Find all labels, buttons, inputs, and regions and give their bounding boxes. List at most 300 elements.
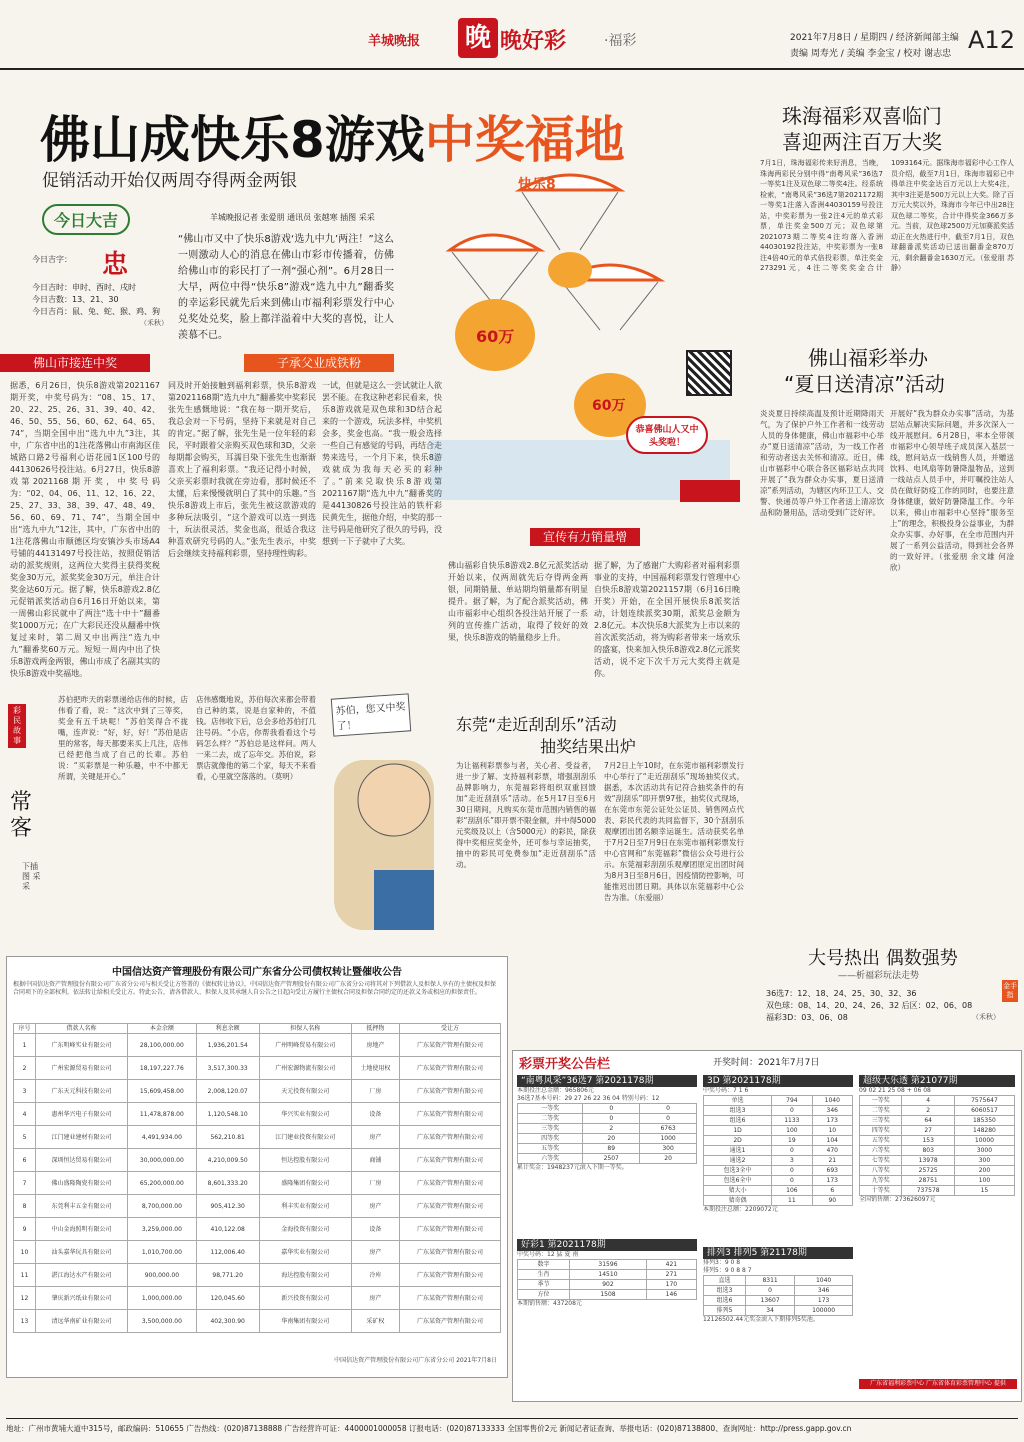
notice-row-cell: 设备 <box>351 1103 399 1126</box>
d3-row <box>704 1096 853 1106</box>
nanyue-row-cell: 六等奖 <box>518 1154 583 1164</box>
dlt-row <box>860 1156 1015 1166</box>
section-bar-3: 宣传有力销量增 <box>530 528 640 546</box>
notice-row-cell: 东莞利丰五金有限公司 <box>35 1195 127 1218</box>
summer-title-2: “夏日送清凉”活动 <box>784 372 945 396</box>
notice-row-cell: 广东某资产管理有限公司 <box>400 1195 501 1218</box>
notice-row-cell: 905,412.30 <box>196 1195 259 1218</box>
notice-row-cell: 410,122.08 <box>196 1218 259 1241</box>
dlt-row-cell: 737578 <box>902 1186 954 1196</box>
nanyue-row-cell: 二等奖 <box>518 1114 583 1124</box>
dongguan-title-1: 东莞“走近刮刮乐”活动 <box>456 715 617 734</box>
haocai-row-cell: 方位 <box>518 1290 570 1300</box>
d3-sales: 本期投注总额：2209072元 <box>703 1206 778 1213</box>
notice-header-row <box>14 1024 501 1034</box>
dlt-row <box>860 1136 1015 1146</box>
dlt-row-cell: 7575647 <box>954 1096 1014 1106</box>
notice-row-cell: 商铺 <box>351 1149 399 1172</box>
haocai-row-cell: 902 <box>570 1280 647 1290</box>
nanyue-row <box>518 1144 697 1154</box>
nanyue-row-cell: 20 <box>640 1154 697 1164</box>
dlt-row-cell: 2 <box>902 1106 954 1116</box>
notice-row-cell: 3 <box>14 1080 36 1103</box>
notice-row-cell: 利丰实业有限公司 <box>259 1195 351 1218</box>
d3-row-cell: 猜大小 <box>704 1186 772 1196</box>
lucky-line-0: 今日吉字： <box>32 255 72 264</box>
nanyue-row <box>518 1114 697 1124</box>
d3-row-cell: 组选6 <box>704 1116 772 1126</box>
notice-row-cell: 8 <box>14 1195 36 1218</box>
nanyue-row <box>518 1134 697 1144</box>
notice-row-cell: 10 <box>14 1241 36 1264</box>
haocai-sub: 中奖号码：12 猛 夏 南 <box>517 1251 579 1258</box>
story-title: 常客 <box>10 790 33 841</box>
d3-numbers: 中奖号码：7 1 6 <box>703 1087 749 1094</box>
notice-row-cell: 惠州华兴电子有限公司 <box>35 1103 127 1126</box>
notice-row <box>14 1149 501 1172</box>
d3-row-cell: 470 <box>812 1146 852 1156</box>
dlt-row-cell: 200 <box>954 1166 1014 1176</box>
notice-row-cell: 肇庆新兴纸业有限公司 <box>35 1287 127 1310</box>
notice-row-cell: 深圳恒达贸易有限公司 <box>35 1149 127 1172</box>
d3-row <box>704 1156 853 1166</box>
d3-block <box>703 1075 853 1214</box>
notice-row-cell: 房地产 <box>351 1034 399 1057</box>
notice-footer: 中国信达资产管理股份有限公司广东省分公司 2021年7月8日 <box>334 1357 497 1364</box>
haocai-row <box>518 1280 697 1290</box>
nanyue-row-cell: 一等奖 <box>518 1104 583 1114</box>
dlt-numbers: 09 02 21 25 08 + 06 08 <box>859 1087 931 1094</box>
lucky-line-2: 今日吉数：13、21、30 <box>32 295 119 304</box>
d3-row-cell: 90 <box>812 1196 852 1206</box>
notice-row-cell: 2,008,120.07 <box>196 1080 259 1103</box>
notice-row-cell: 广东某资产管理有限公司 <box>400 1287 501 1310</box>
dlt-row-cell: 3000 <box>954 1146 1014 1156</box>
notice-rows <box>14 1034 501 1333</box>
dlt-row-cell: 五等奖 <box>860 1136 902 1146</box>
d3-row-cell: 2D <box>704 1136 772 1146</box>
notice-title: 中国信达资产管理股份有限公司广东省分公司债权转让暨催收公告 <box>112 967 402 978</box>
pl-row <box>704 1296 853 1306</box>
d3-row-cell: 10 <box>812 1126 852 1136</box>
dlt-name: 超级大乐透 <box>863 1076 909 1086</box>
zhuhai-title-2: 喜迎两注百万大奖 <box>782 130 942 154</box>
dlt-row-cell: 148280 <box>954 1126 1014 1136</box>
editors-line: 责编 周寿光 / 美编 李金宝 / 校对 谢志忠 <box>790 49 952 59</box>
dlt-row-cell: 28751 <box>902 1176 954 1186</box>
notice-row-cell: 房产 <box>351 1287 399 1310</box>
notice-row-cell: 采矿权 <box>351 1310 399 1333</box>
lucky-source: （禾秋） <box>140 319 168 327</box>
dlt-row-cell: 四等奖 <box>860 1126 902 1136</box>
notice-row-cell: 广东某资产管理有限公司 <box>400 1126 501 1149</box>
pl-sales: 12126502.44元奖金滚入下期排列5奖池。 <box>703 1316 819 1323</box>
notice-col-header: 本金余额 <box>128 1024 197 1034</box>
dlt-header <box>859 1075 1015 1087</box>
d3-row <box>704 1126 853 1136</box>
d3-row-cell: 0 <box>772 1176 812 1186</box>
notice-row-cell: 广东某资产管理有限公司 <box>400 1057 501 1080</box>
nanyue-issue: 第2021178期 <box>595 1076 654 1086</box>
page-header <box>0 0 1024 70</box>
notice-row-cell: 30,000,000.00 <box>128 1149 197 1172</box>
d3-row-cell: 单选 <box>704 1096 772 1106</box>
haocai-table <box>517 1259 697 1300</box>
summer-title-1: 佛山福彩举办 <box>808 346 928 370</box>
dlt-row-cell: 一等奖 <box>860 1096 902 1106</box>
bignum-tag: 金手指 <box>1002 980 1018 1002</box>
pl-name: 排列3 排列5 <box>707 1248 758 1258</box>
haocai-row <box>518 1290 697 1300</box>
pl-row-cell: 组选3 <box>704 1286 746 1296</box>
pl3-numbers: 排列3：9 0 8 <box>703 1259 741 1266</box>
dlt-issue: 第21077期 <box>910 1076 958 1086</box>
notice-col-header: 担保人名称 <box>259 1024 351 1034</box>
dlt-row-cell: 十等奖 <box>860 1186 902 1196</box>
qr-code-icon <box>686 350 732 396</box>
dlt-row <box>860 1106 1015 1116</box>
notice-row-cell: 900,000.00 <box>128 1264 197 1287</box>
dlt-row-cell: 六等奖 <box>860 1146 902 1156</box>
notice-row-cell: 房产 <box>351 1195 399 1218</box>
notice-row <box>14 1172 501 1195</box>
notice-row-cell: 7 <box>14 1172 36 1195</box>
article-col-5: 据了解，为了感谢广大购彩者对福利彩票事业的支持，中国福利彩票发行管理中心自快乐8游戏第2021157期（6月16日晚开奖）开始，在全国开展快乐8派奖活动，计划连续派奖30期，派奖总金额为2.8亿元。本次快乐8大派奖为上市以来的首次派奖活动，将为购彩者带来一场欢乐的盛宴，快来加入快乐8游戏2.8亿元派奖活动，说不定下次千万元大奖得主就是你。 <box>594 561 740 678</box>
nanyue-row-cell: 2507 <box>583 1154 640 1164</box>
main-title-black: 佛山成快乐8游戏 <box>40 111 425 169</box>
nanyue-row-cell: 6763 <box>640 1124 697 1134</box>
notice-row-cell: 厂房 <box>351 1080 399 1103</box>
logo-text: 快乐8 <box>518 177 556 193</box>
d3-row-cell: 693 <box>812 1166 852 1176</box>
notice-row-cell: 广东明峰实业有限公司 <box>35 1034 127 1057</box>
nanyue-row-cell: 五等奖 <box>518 1144 583 1154</box>
d3-row-cell: 1133 <box>772 1116 812 1126</box>
notice-row-cell: 广东某资产管理有限公司 <box>400 1172 501 1195</box>
pl-row-cell: 直选 <box>704 1276 746 1286</box>
nanyue-row-cell: 1000 <box>640 1134 697 1144</box>
notice-row-cell: 广东某资产管理有限公司 <box>400 1034 501 1057</box>
story-author: 下插图 采采 <box>22 862 41 891</box>
dlt-front: 09 02 21 25 08 <box>859 1087 905 1094</box>
d3-row-cell: 104 <box>812 1136 852 1146</box>
notice-row-cell: 120,045.60 <box>196 1287 259 1310</box>
pl-row-cell: 13607 <box>745 1296 794 1306</box>
notice-table-grid <box>13 1023 501 1333</box>
notice-row-cell: 13 <box>14 1310 36 1333</box>
d3-row-cell: 0 <box>772 1146 812 1156</box>
lucky-line-1: 今日吉时：申时、酉时、戌时 <box>32 283 136 292</box>
notice-row-cell: 佛山盛隆陶瓷有限公司 <box>35 1172 127 1195</box>
d3-row-cell: 346 <box>812 1106 852 1116</box>
notice-row-cell: 房产 <box>351 1241 399 1264</box>
notice-row-cell: 广州宏源物流有限公司 <box>259 1057 351 1080</box>
notice-row-cell: 中山金海照明有限公司 <box>35 1218 127 1241</box>
notice-row-cell: 112,006.40 <box>196 1241 259 1264</box>
notice-row-cell: 广州宏源贸易有限公司 <box>35 1057 127 1080</box>
haocai-row <box>518 1260 697 1270</box>
notice-row-cell: 广州明峰贸易有限公司 <box>259 1034 351 1057</box>
d3-row-cell: 173 <box>812 1176 852 1186</box>
notice-row-cell: 广东天元科技有限公司 <box>35 1080 127 1103</box>
nanyue-header <box>517 1075 697 1087</box>
d3-row-cell: 1D <box>704 1126 772 1136</box>
d3-row-cell: 组选3 <box>704 1106 772 1116</box>
lead-paragraph: “佛山市又中了快乐8游戏‘选九中九’两注！”这么一则激动人心的消息在佛山市彩市传播着，仿佛给佛山市的彩民打了一剂“强心剂”。6月28日一大早，两位中得“快乐8”游戏“选九中九”翻番奖的幸运彩民就先后来到佛山市福利彩票发行中心兑奖处兑奖，脸上都洋溢着中大奖的喜悦，让人羡慕不已。 <box>178 234 394 341</box>
dlt-row <box>860 1176 1015 1186</box>
notice-row-cell: 1,010,700.00 <box>128 1241 197 1264</box>
pl-row-cell: 346 <box>795 1286 853 1296</box>
nanyue-numbers: 36选7基本号码：29 27 26 22 36 04 特别号码：12 <box>517 1095 660 1102</box>
haocai-row-cell: 1508 <box>570 1290 647 1300</box>
d3-row-cell: 3 <box>772 1156 812 1166</box>
article-col-3: 一试，但就是这么一尝试就让人欲罢不能。在我这种老彩民看来，快乐8游戏就是双色球和3D结合起来的一个游戏，玩法多样，中奖机会多，奖金也高。“我一般会选择一些自己有感觉的号码，再结合走势来选号，一个月下来，快乐8游戏就成为我每天必买的彩种了。”前来兑取快乐8游戏第2021167期“选九中九”翻番奖的是44130826号投注站的铁杆彩民黄先生，据他介绍，中奖的那一注号码是他研究了很久的号码，没想到一下子就中了大奖。 <box>322 381 442 546</box>
notice-row-cell: 冷库 <box>351 1264 399 1287</box>
haocai-name: 好彩1 <box>521 1240 545 1250</box>
nanyue-row-cell: 20 <box>583 1134 640 1144</box>
notice-col-header: 受让方 <box>400 1024 501 1034</box>
notice-row-cell: 1,000,000.00 <box>128 1287 197 1310</box>
notice-row-cell: 清远华南矿业有限公司 <box>35 1310 127 1333</box>
nanyue-row-cell: 0 <box>583 1104 640 1114</box>
nanyue-name: “南粤风采”36选7 <box>521 1076 593 1086</box>
nanyue-table <box>517 1103 697 1164</box>
notice-row-cell: 1,936,201.54 <box>196 1034 259 1057</box>
dlt-row-cell: 153 <box>902 1136 954 1146</box>
byline: 羊城晚报记者 张爱朋 通讯员 张越寒 插图 采采 <box>210 213 375 222</box>
notice-row <box>14 1264 501 1287</box>
dlt-row-cell: 九等奖 <box>860 1176 902 1186</box>
dlt-row-cell: 185350 <box>954 1116 1014 1126</box>
dongguan-body-1: 为让福利彩票参与者，关心者、受益者，进一步了解、支持福利彩票，增强刮刮乐品牌影响力，东莞福彩将组织双重回馈加“走近刮刮乐”活动。在5月17日至6月30日期间，凡购买东莞市范围内销售的福彩“刮刮乐”即开票不限金额，并中得5000元奖级及以上（含5000元）的彩民，除获得中奖相应奖金外，还可参与幸运抽奖，抽中的彩民可免费参加“走近刮刮乐”活动。 <box>456 761 596 869</box>
lucky-title: 今日大吉 <box>42 204 130 235</box>
nanyue-row <box>518 1104 697 1114</box>
notice-row-cell: 8,700,000.00 <box>128 1195 197 1218</box>
notice-row-cell: 5 <box>14 1126 36 1149</box>
d3-row-cell: 猜奇偶 <box>704 1196 772 1206</box>
money-label-1: 60万 <box>476 327 515 346</box>
notice-row-cell: 1,120,548.10 <box>196 1103 259 1126</box>
story-body-2: 店伟感慨地说，苏伯每次来都会带着自己种的菜，说是自家种的，不值钱。店伟收下后，总会多给苏伯打几注号码。“小店，你帮我看看这个号码怎么样？”苏伯总是这样问。两人一来二去，成了忘年交。苏伯说，彩票店就像他的第二个家，每天不来看看，心里就空落落的。（莫明） <box>196 695 316 781</box>
story-body-1: 苏伯把昨天的彩票递给店伟的时候，店伟看了看，说：“这次中到了三等奖，奖金有五千块呢！”苏伯笑得合不拢嘴，连声说：“好，好，好！”苏伯是店里的常客，每天都要来买上几注，店伟已经把他当成了自己的长辈。苏伯说：“买彩票是一种乐趣，中不中都无所谓，关键是开心。” <box>58 695 188 781</box>
section-bar-2: 子承父业成铁粉 <box>244 354 394 372</box>
dongguan-body-2: 7月2日上午10时，在东莞市福利彩票发行中心举行了“走近刮刮乐”现场抽奖仪式。据悉，本次活动共有记符合抽奖条件的有效“刮刮乐”即开票97张，抽奖仪式现场，在东莞市东莞公证处公证员、销售网点代表、彩民代表的共同监督下，30个刮刮乐观摩团出团名额幸运诞生。活动获奖名单于7月2日至7月9日在东莞市福利彩票发行中心官网和“东莞福彩”微信公众号进行公示。东莞福彩刮刮乐观摩团原定出团时间为8月3日至8月6日，因疫情防控影响，可能推迟出团日期。具体以东莞福彩中心公告为准。（东爱丽） <box>604 761 744 902</box>
haocai-row-cell: 421 <box>646 1260 696 1270</box>
notice-row-cell: 3,500,000.00 <box>128 1310 197 1333</box>
notice-row-cell: 房产 <box>351 1126 399 1149</box>
pl-block <box>703 1247 853 1324</box>
date-line: 2021年7月8日 / 星期四 / 经济新闻部主编 <box>790 33 959 43</box>
notice-row-cell: 4 <box>14 1103 36 1126</box>
notice-row-cell: 广东某资产管理有限公司 <box>400 1264 501 1287</box>
notice-row-cell: 新兴投资有限公司 <box>259 1287 351 1310</box>
haocai-row-cell: 14510 <box>570 1270 647 1280</box>
notice-row-cell: 广东某资产管理有限公司 <box>400 1149 501 1172</box>
notice-row-cell: 金海投资有限公司 <box>259 1218 351 1241</box>
dlt-block <box>859 1075 1015 1204</box>
d3-row-cell: 794 <box>772 1096 812 1106</box>
notice-row-cell: 2 <box>14 1057 36 1080</box>
dlt-row-cell: 100 <box>954 1176 1014 1186</box>
section-badge: 晚 <box>458 18 498 58</box>
pl-row <box>704 1276 853 1286</box>
dongguan-title-2: 抽奖结果出炉 <box>540 737 637 756</box>
nanyue-block <box>517 1075 697 1172</box>
pl-row-cell: 0 <box>745 1286 794 1296</box>
notice-row-cell: 土地使用权 <box>351 1057 399 1080</box>
notice-row-cell: 12 <box>14 1287 36 1310</box>
notice-row-cell: 广东某资产管理有限公司 <box>400 1218 501 1241</box>
notice-row <box>14 1103 501 1126</box>
notice-table <box>13 1023 501 1333</box>
d3-row-cell: 1040 <box>812 1096 852 1106</box>
article-col-1: 据悉，6月26日，快乐8游戏第2021167期开奖，中奖号码为：“08、15、17、20、22、25、26、31、39、40、42、46、50、55、56、60、62、64、65、74”，当期全国中出“选九中九”3注，其中，广东省中出的1注花落佛山市南海区佳城路口路2号福利心语花园1区100号的44130626号投注站。6月27日，快乐8游戏第2021168期开奖，中奖号码为：“02、04、06、11、12、16、22、25、27、33、38、39、47、48、49、56、60、69、71、74”，当期全国中出“选九中九”12注，其中，广东省中出的1注花落佛山市顺德区均安镇沙头市场A4号铺的44131497号投注站，按照促销活动的派奖规则，这两位大奖得主获得奖税奖金30万元，派奖奖金30万元，单注合计奖金达60万元。据了解，快乐8游戏2.8亿元促销派奖活动自6月16日开始以来，第一周佛山彩民就中了两注“选十中十”翻番奖1000万元；在广大彩民还没从翻番中恢复过来时，第二周又中出两注“选九中九”翻番奖60万元。短短一周内中出了快乐8游戏两金两银，佛山市成了名副其实的快乐8游戏中奖福地。 <box>10 381 160 678</box>
notice-row-cell: 6 <box>14 1149 36 1172</box>
notice-row <box>14 1034 501 1057</box>
notice-row-cell: 海达控股有限公司 <box>259 1264 351 1287</box>
article-col-4: 佛山福彩自快乐8游戏2.8亿元派奖活动开始以来，仅两周就先后夺得两金两银，同期销量、单站期均销量都有明显提升。据了解，为了配合派奖活动，佛山市福彩中心组织各投注站开展了一系列的宣传推广活动，取得了较好的效果，快乐8游戏的销量稳步上升。 <box>448 561 588 642</box>
illustration <box>410 170 740 530</box>
notice-row <box>14 1310 501 1333</box>
notice-row-cell: 15,609,458.00 <box>128 1080 197 1103</box>
haocai-row-cell: 季节 <box>518 1280 570 1290</box>
notice-col-header: 序号 <box>14 1024 36 1034</box>
d3-row <box>704 1186 853 1196</box>
pl-table <box>703 1275 853 1316</box>
notice-intro: 根据中国信达资产管理股份有限公司广东省分公司与相关受让方签署的《债权转让协议》，中国信达资产管理股份有限公司广东省分公司将其对下列借款人及担保人享有的主债权及担保合同项下的全部权利，依法转让给相关受让方。特此公告，请各借款人、担保人及其承继人自公告之日起向受让方履行主债权合同及担保合同约定的还款义务或相应的担保责任。 <box>13 981 497 996</box>
notice-row <box>14 1218 501 1241</box>
notice-row-cell: 恒达控股有限公司 <box>259 1149 351 1172</box>
notice-row-cell: 江门建业投资有限公司 <box>259 1126 351 1149</box>
d3-row <box>704 1146 853 1156</box>
d3-row <box>704 1116 853 1126</box>
notice-row-cell: 9 <box>14 1218 36 1241</box>
lottery-board <box>512 1050 1022 1402</box>
notice-row-cell: 嘉华实业有限公司 <box>259 1241 351 1264</box>
dlt-row-cell: 25725 <box>902 1166 954 1176</box>
dlt-row-cell: 15 <box>954 1186 1014 1196</box>
pl-row-cell: 173 <box>795 1296 853 1306</box>
notice-row-cell: 广东某资产管理有限公司 <box>400 1080 501 1103</box>
dlt-row-cell: 803 <box>902 1146 954 1156</box>
d3-row <box>704 1136 853 1146</box>
notice-row-cell: 562,210.81 <box>196 1126 259 1149</box>
money-label-2: 60万 <box>592 398 626 414</box>
bignum-line-1: 双色球：08、14、20、24、26、32 后区：02、06、08 <box>766 1001 973 1010</box>
pl-row-cell: 8311 <box>745 1276 794 1286</box>
story-tag: 彩民故事 <box>8 704 26 748</box>
notice-row-cell: 3,259,000.00 <box>128 1218 197 1241</box>
d3-row-cell: 包选3全中 <box>704 1166 772 1176</box>
pl-issue: 第21178期 <box>760 1248 807 1258</box>
pl-row-cell: 34 <box>745 1306 794 1316</box>
nanyue-row-cell: 300 <box>640 1144 697 1154</box>
dlt-row-cell: 八等奖 <box>860 1166 902 1176</box>
pl-row-cell: 100000 <box>795 1306 853 1316</box>
bignum-title: 大号热出 偶数强势 <box>808 948 958 969</box>
notice-row-cell: 华兴实业有限公司 <box>259 1103 351 1126</box>
dlt-row-cell: 64 <box>902 1116 954 1126</box>
dlt-table <box>859 1095 1015 1196</box>
dlt-row <box>860 1146 1015 1156</box>
dlt-pool: 全国销售额：273626097元 <box>859 1196 936 1203</box>
notice-row-cell: 11,478,878.00 <box>128 1103 197 1126</box>
notice-row-cell: 402,300.90 <box>196 1310 259 1333</box>
notice-row-cell: 98,771.20 <box>196 1264 259 1287</box>
haocai-row-cell: 31596 <box>570 1260 647 1270</box>
haocai-block <box>517 1239 697 1308</box>
d3-row-cell: 21 <box>812 1156 852 1166</box>
pl-row <box>704 1286 853 1296</box>
story-illustration <box>324 690 444 940</box>
nanyue-row-cell: 89 <box>583 1144 640 1154</box>
notice-row <box>14 1080 501 1103</box>
dlt-row-cell: 300 <box>954 1156 1014 1166</box>
notice-row-cell: 广东某资产管理有限公司 <box>400 1103 501 1126</box>
dlt-row <box>860 1186 1015 1196</box>
dlt-row-cell: 七等奖 <box>860 1156 902 1166</box>
pl-row <box>704 1306 853 1316</box>
section-sub: ·福彩 <box>604 33 637 49</box>
dlt-row-cell: 13978 <box>902 1156 954 1166</box>
d3-issue: 第2021178期 <box>722 1076 781 1086</box>
notice-col-header: 借款人名称 <box>35 1024 127 1034</box>
nanyue-row-cell: 2 <box>583 1124 640 1134</box>
dlt-row-cell: 三等奖 <box>860 1116 902 1126</box>
story-bubble: 苏伯，您又中奖了！ <box>331 693 411 736</box>
haocai-row-cell: 146 <box>646 1290 696 1300</box>
notice-row-cell: 厂房 <box>351 1172 399 1195</box>
pl5-numbers: 排列5：9 0 8 8 7 <box>703 1267 752 1274</box>
lucky-box <box>28 200 178 340</box>
notice-row-cell: 华南集团有限公司 <box>259 1310 351 1333</box>
pl-row-cell: 组选6 <box>704 1296 746 1306</box>
haocai-issue: 第2021178期 <box>547 1240 606 1250</box>
d3-table <box>703 1095 853 1206</box>
notice-row-cell: 4,210,009.50 <box>196 1149 259 1172</box>
notice-row-cell: 广东某资产管理有限公司 <box>400 1310 501 1333</box>
d3-row <box>704 1176 853 1186</box>
notice-row <box>14 1287 501 1310</box>
dlt-row-cell: 6060517 <box>954 1106 1014 1116</box>
haocai-row <box>518 1270 697 1280</box>
notice-row-cell: 汕头嘉华玩具有限公司 <box>35 1241 127 1264</box>
notice-row <box>14 1241 501 1264</box>
section-name: 晚好彩 <box>500 29 567 54</box>
nanyue-sales: 本期投注总金额：965806元 <box>517 1087 594 1094</box>
bignum-source: （禾秋） <box>972 1013 1000 1021</box>
notice-row-cell: 天元投资有限公司 <box>259 1080 351 1103</box>
article-col-2: 同及时开始接触到福利彩票，快乐8游戏第2021168期“选九中九”翻番奖中奖彩民张先生感慨地说：“我在每一期开奖后，我总会对一下号码，坚持下来就是对自己的肯定。”据了解，张先生是一位年轻的彩民，平时跟着父亲购买双色球和3D，父亲每期都会购买，耳濡目染下张先生也渐渐喜欢上了福利彩票。“我还记得小时候，父亲买彩票时我就在旁边看，那时候还不太懂，后来慢慢就明白了其中的乐趣。”当快乐8游戏上市后，张先生被这款游戏的多种玩法吸引，“这个游戏可以选一到选十，玩法很灵活，奖金也高，很适合我这种喜欢研究号码的人。”张先生表示，中奖后会继续支持福利彩票，坚持理性购彩。 <box>168 381 316 558</box>
notice-row <box>14 1057 501 1080</box>
nanyue-row-cell: 三等奖 <box>518 1124 583 1134</box>
notice-row-cell: 江门建业建材有限公司 <box>35 1126 127 1149</box>
main-subtitle: 促销活动开始仅两周夺得两金两银 <box>42 171 297 191</box>
nanyue-row-cell: 0 <box>640 1104 697 1114</box>
lottery-footer: 广东省福利彩票中心 广东省体育彩票管理中心 提供 <box>859 1379 1017 1389</box>
nanyue-pool: 累计奖金：1948237元滚入下期一等奖。 <box>517 1164 628 1171</box>
d3-row-cell: 通选1 <box>704 1146 772 1156</box>
notice-row-cell: 1 <box>14 1034 36 1057</box>
bignum-line-0: 36选7：12、18、24、25、30、32、36 <box>766 989 917 998</box>
pl-row-cell: 1040 <box>795 1276 853 1286</box>
speech-bubble: 恭喜佛山人又中头奖啦！ <box>626 416 708 454</box>
dlt-row-cell: 27 <box>902 1126 954 1136</box>
notice-row-cell: 盛隆集团有限公司 <box>259 1172 351 1195</box>
notice-box <box>6 956 508 1378</box>
d3-row-cell: 19 <box>772 1136 812 1146</box>
haocai-sales: 本期销售额：437208元 <box>517 1300 582 1307</box>
